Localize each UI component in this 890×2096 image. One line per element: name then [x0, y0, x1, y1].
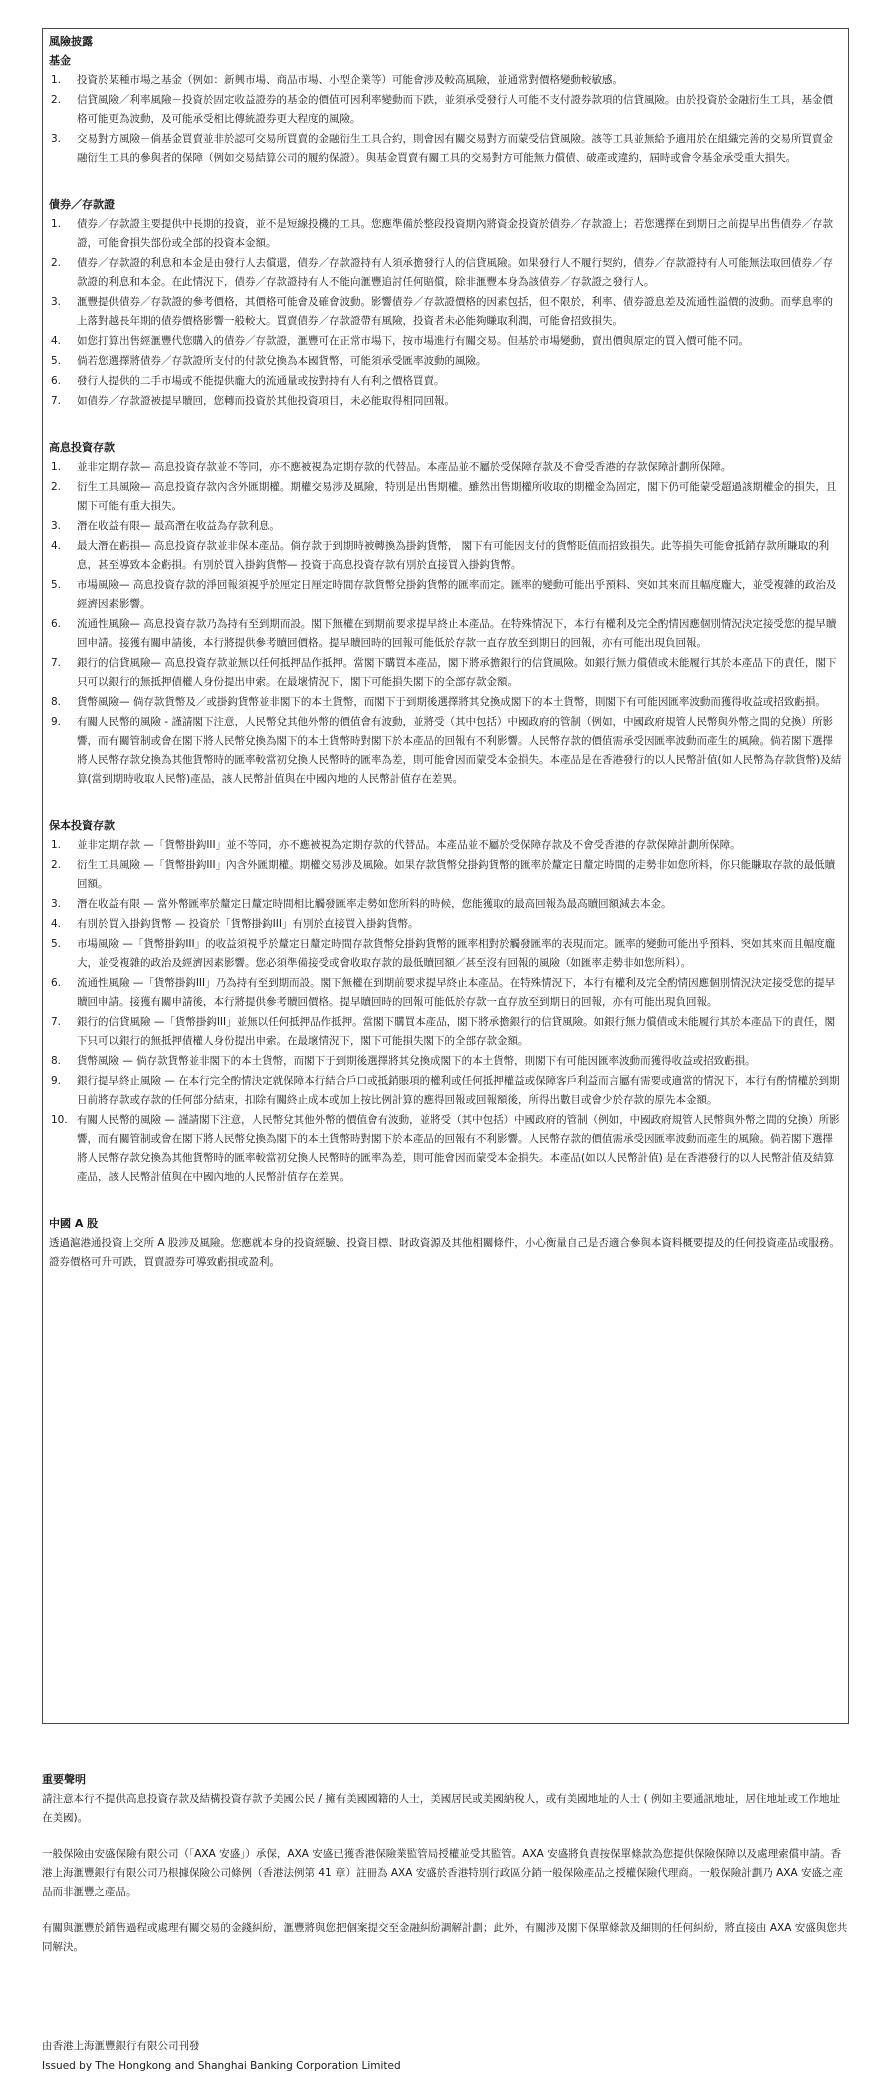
list-item: 3. 潛在收益有限— 最高潛在收益為存款利息。 [51, 520, 280, 532]
important-notes-title: 重要聲明 [42, 1773, 86, 1786]
list-item: 8. 貨幣風險 — 倘存款貨幣並非閣下的本土貨幣，而閣下于到期後選擇將其兌換成閣下的本土貨幣，則閣下有可能因匯率波動而獲得收益或招致虧損。 [51, 1055, 756, 1067]
list-item: 10. 有關人民幣的風險 — 謹請閣下注意，人民幣兌其他外幣的價值會有波動，並將受（其中包括）中國政府的管制（例如，中國政府規管人民幣與外幣之間的兌換）所影響，而有關管制或會在閣下將人民幣兌換為閣下的本土貨幣時對閣下於本產品的回報有不利影響。人民幣存款的價值需承受因匯率波動而產生的風險。倘若閣下選擇將人民幣存款兌換為其他貨幣時的匯率較當初兌換人民幣時的匯率為差，則可能會因而蒙受本金損失。本產品(如以人民幣計值) 是在香港發行的以人民幣計值及結算產品，該人民幣計值與在中國內地的人民幣計值存在差異。 [51, 1114, 840, 1183]
list-item: 4. 有別於買入掛鈎貨幣 — 投資於「貨幣掛鈎III」有別於直接買入掛鈎貨幣。 [51, 918, 419, 930]
list-item: 9. 有關人民幣的風險 - 謹請閣下注意，人民幣兌其他外幣的價值會有波動，並將受（其中包括）中國政府的管制（例如，中國政府規管人民幣與外幣之間的兌換）所影響，而有關管制或會在閣下將人民幣兌換為閣下的本土貨幣時對閣下於本產品的回報有不利影響。人民幣存款的價值需承受因匯率波動而產生的風險。倘若閣下選擇將人民幣存款兌換為其他貨幣時的匯率較當初兌換人民幣時的匯率為差，則可能會因而蒙受本金損失。本產品是在香港發行的以人民幣計值(如人民幣為存款貨幣)及結算(當到期時收取人民幣)產品，該人民幣計值與在中國內地的人民幣計值存在差異。 [51, 716, 842, 785]
list-item: 1. 債券／存款證主要提供中長期的投資，並不是短線投機的工具。您應準備於整段投資期內將資金投資於債券／存款證上；若您選擇在到期日之前提早出售債券／存款證，可能會損失部份或全部的投資本金額。 [51, 218, 833, 249]
list-item: 1. 並非定期存款 —「貨幣掛鈎III」並不等同，亦不應被視為定期存款的代替品。本產品並不屬於受保障存款及不會受香港的存款保障計劃所保障。 [51, 839, 741, 851]
list-item: 5. 市場風險— 高息投資存款的淨回報須視乎於厘定日厘定時間存款貨幣兌掛鈎貨幣的匯率而定。匯率的變動可能出乎預料、突如其來而且幅度龐大，並受複雜的政治及經濟因素影響。 [51, 579, 837, 610]
list-item: 7. 銀行的信貸風險— 高息投資存款並無以任何抵押品作抵押。當閣下購買本產品，閣下將承擔銀行的信貸風險。如銀行無力償債或未能履行其於本產品下的責任，閣下只可以銀行的無抵押債權人身份提出申索。在最壞情況下，閣下可能損失閣下的全部存款金額。 [51, 657, 837, 688]
list-item: 2. 衍生工具風險 —「貨幣掛鈎III」內含外匯期權。期權交易涉及風險。如果存款貨幣兌掛鈎貨幣的匯率於釐定日釐定時間的走勢非如您所料，你只能賺取存款的最低贖回額。 [51, 859, 836, 890]
fund-heading: 基金 [49, 54, 71, 67]
bond-heading: 債券／存款證 [49, 198, 115, 211]
list-item: 2. 債券／存款證的利息和本金是由發行人去償還，債券／存款證持有人須承擔發行人的信貸風險。如果發行人不履行契約，債券／存款證持有人可能無法取回債券／存款證的利息和本金。在此情況下，債券／存款證持有人不能向滙豐追討任何賠償，除非滙豐本身為該債券／存款證之發行人。 [51, 257, 833, 288]
list-item: 6. 流通性風險 —「貨幣掛鈎III」乃為持有至到期而設。閣下無權在到期前要求提早終止本產品。在特殊情況下，本行有權利及完全酌情因應個別情況決定接受您的提早贖回申請。接獲有關申請後，本行將提供參考贖回價格。提早贖回時的回報可能低於存款一直存放至到期日的回報，亦有可能出現負回報。 [51, 977, 836, 1008]
list-item: 1. 投資於某種市場之基金（例如：新興市場、商品市場、小型企業等）可能會涉及較高風險，並通常對價格變動較敏感。 [51, 74, 623, 86]
list-item: 8. 貨幣風險— 倘存款貨幣及／或掛鈎貨幣並非閣下的本土貨幣，而閣下于到期後選擇將其兌換成閣下的本土貨幣，則閣下有可能因匯率波動而獲得收益或招致虧損。 [51, 696, 826, 708]
list-item: 6. 流通性風險— 高息投資存款乃為持有至到期而設。閣下無權在到期前要求提早終止本產品。在特殊情況下，本行有權利及完全酌情因應個別情況決定接受您的提早贖回申請。接獲有關申請後，本行將提供參考贖回價格。提早贖回時的回報可能低於存款一直存放至到期日的回報，亦有可能出現負回報。 [51, 618, 837, 649]
a-share-heading: 中國 A 股 [49, 1217, 99, 1230]
list-item: 4. 如您打算出售經滙豐代您購入的債券／存款證，滙豐可在正常市場下，按市場進行有關交易。但基於市場變動，賣出價與原定的買入價可能不同。 [51, 335, 749, 347]
list-item: 7. 銀行的信貸風險 —「貨幣掛鈎III」並無以任何抵押品作抵押。當閣下購買本產品，閣下將承擔銀行的信貸風險。如銀行無力償債或未能履行其於本產品下的責任，閣下只可以銀行的無抵押債權人身份提出申索。在最壞情況下，閣下可能損失閣下的全部存款金額。 [51, 1016, 836, 1047]
fund-risk-list [49, 71, 842, 168]
a-share-text: 透過滬港通投資上交所 A 股涉及風險。您應就本身的投資經驗、投資目標、財政資源及其他相關條件，小心衡量自己是否適合參與本資料概要提及的任何投資產品或服務。證券價格可升可跌，買賣證券可導致虧損或盈利。 [49, 1237, 840, 1268]
list-item: 6. 發行人提供的二手市場或不能提供龐大的流通量或按對持有人有利之價格買賣。 [51, 375, 445, 387]
notes-paragraph: 請注意本行不提供高息投資存款及結構投資存款予美國公民 / 擁有美國國籍的人士，美國居民或美國納稅人，或有美國地址的人士 ( 例如主要通訊地址，居住地址或工作地址在美國)。 [42, 1793, 840, 1824]
list-item: 2. 信貸風險／利率風險－投資於固定收益證券的基金的價值可因利率變動而下跌，並須承受發行人可能不支付證券款項的信貸風險。由於投資於金融衍生工具，基金價格可能更為波動，及可能承受相比傳統證券更大程度的風險。 [51, 94, 833, 125]
bond-risk-list [49, 215, 842, 411]
notes-paragraph: 有關與滙豐於銷售過程或處理有關交易的金錢糾紛，滙豐將與您把個案提交至金融糾紛調解計劃；此外，有關涉及閣下保單條款及細則的任何糾紛，將直接由 AXA 安盛與您共同解決。 [42, 1922, 848, 1953]
hyd-risk-list [49, 458, 842, 789]
issuer [42, 2036, 849, 2076]
list-item: 5. 倘若您選擇將債券／存款證所支付的付款兌換為本國貨幣，可能須承受匯率波動的風險。 [51, 355, 487, 367]
important-notes [42, 1770, 849, 1974]
issuer-zh: 由香港上海滙豐銀行有限公司刊發 [42, 2040, 200, 2052]
list-item: 5. 市場風險 —「貨幣掛鈎III」的收益須視乎於釐定日釐定時間存款貨幣兌掛鈎貨幣的匯率相對於觸發匯率的表現而定。匯率的變動可能出乎預料、突如其來而且幅度龐大，並受複雜的政治及經濟因素影響。您必須準備接受或會收取存款的最低贖回額／甚至沒有回報的風險（如匯率走勢非如您所料）。 [51, 938, 836, 969]
list-item: 3. 潛在收益有限 — 當外幣匯率於釐定日釐定時間相比觸發匯率走勢如您所料的時候，您能獲取的最高回報為最高贖回額減去本金。 [51, 898, 672, 910]
list-item: 2. 衍生工具風險— 高息投資存款內含外匯期權。期權交易涉及風險，特別是出售期權。雖然出售期權所收取的期權金為固定，閣下仍可能蒙受超過該期權金的損失，且閣下可能有重大損失。 [51, 481, 837, 512]
list-item: 3. 滙豐提供債券／存款證的參考價格，其價格可能會及確會波動。影響債券／存款證價格的因素包括，但不限於，利率、債券證息差及流通性溢價的波動。而孳息率的上落對越長年期的債券價格影響一般較大。買賣債券／存款證帶有風險，投資者未必能夠賺取利潤，可能會招致損失。 [51, 296, 833, 327]
cpi-risk-list [49, 836, 842, 1187]
hyd-heading: 高息投資存款 [49, 441, 115, 454]
issuer-en: Issued by The Hongkong and Shanghai Banking Corporation Limited [42, 2060, 401, 2072]
list-item: 3. 交易對方風險－倘基金買賣並非於認可交易所買賣的金融衍生工具合約，則會因有關交易對方而蒙受信貸風險。該等工具並無給予適用於在組織完善的交易所買賣金融衍生工具的參與者的保障（例如交易結算公司的履約保證）。與基金買賣有關工具的交易對方可能無力償債、破產或違約，屆時或會令基金承受重大損失。 [51, 133, 833, 164]
notes-paragraph: 一般保險由安盛保險有限公司（「AXA 安盛」）承保，AXA 安盛已獲香港保險業監管局授權並受其監管。AXA 安盛將負責按保單條款為您提供保險保障以及處理索償申請。香港上海滙豐銀行有限公司乃根據保險公司條例（香港法例第 41 章）註冊為 AXA 安盛於香港特別行政區分銷一般保險產品之授權保險代理商。一般保險計劃乃 AXA 安盛之產品而非滙豐之產品。 [42, 1848, 844, 1898]
list-item: 7. 如債券／存款證被提早贖回，您轉而投資於其他投資項目，未必能取得相同回報。 [51, 395, 455, 407]
list-item: 9. 銀行提早終止風險 — 在本行完全酌情決定就保障本行結合戶口或抵銷賬項的權利或任何抵押權益或保障客戶利益而言屬有需要或適當的情況下，本行有酌情權於到期日前將存款或存款的任何部分結束，扣除有關終止成本或加上按比例計算的應得回報或回報額後，所得出數目或會少於存款的原先本金額。 [51, 1075, 840, 1106]
risk-disclosure-box [42, 28, 849, 1724]
cpi-heading: 保本投資存款 [49, 819, 115, 832]
list-item: 1. 並非定期存款— 高息投資存款並不等同，亦不應被視為定期存款的代替品。本產品並不屬於受保障存款及不會受香港的存款保障計劃所保障。 [51, 461, 732, 473]
risk-disclosure-title: 風險披露 [49, 35, 93, 48]
list-item: 4. 最大潛在虧損— 高息投資存款並非保本產品。倘存款于到期時被轉換為掛鈎貨幣， 閣下有可能因支付的貨幣貶值而招致損失。此等損失可能會抵銷存款所賺取的利息，甚至導致本金虧損。有別於買入掛鈎貨幣— 投資于高息投資存款有別於直接買入掛鈎貨幣。 [51, 540, 830, 571]
